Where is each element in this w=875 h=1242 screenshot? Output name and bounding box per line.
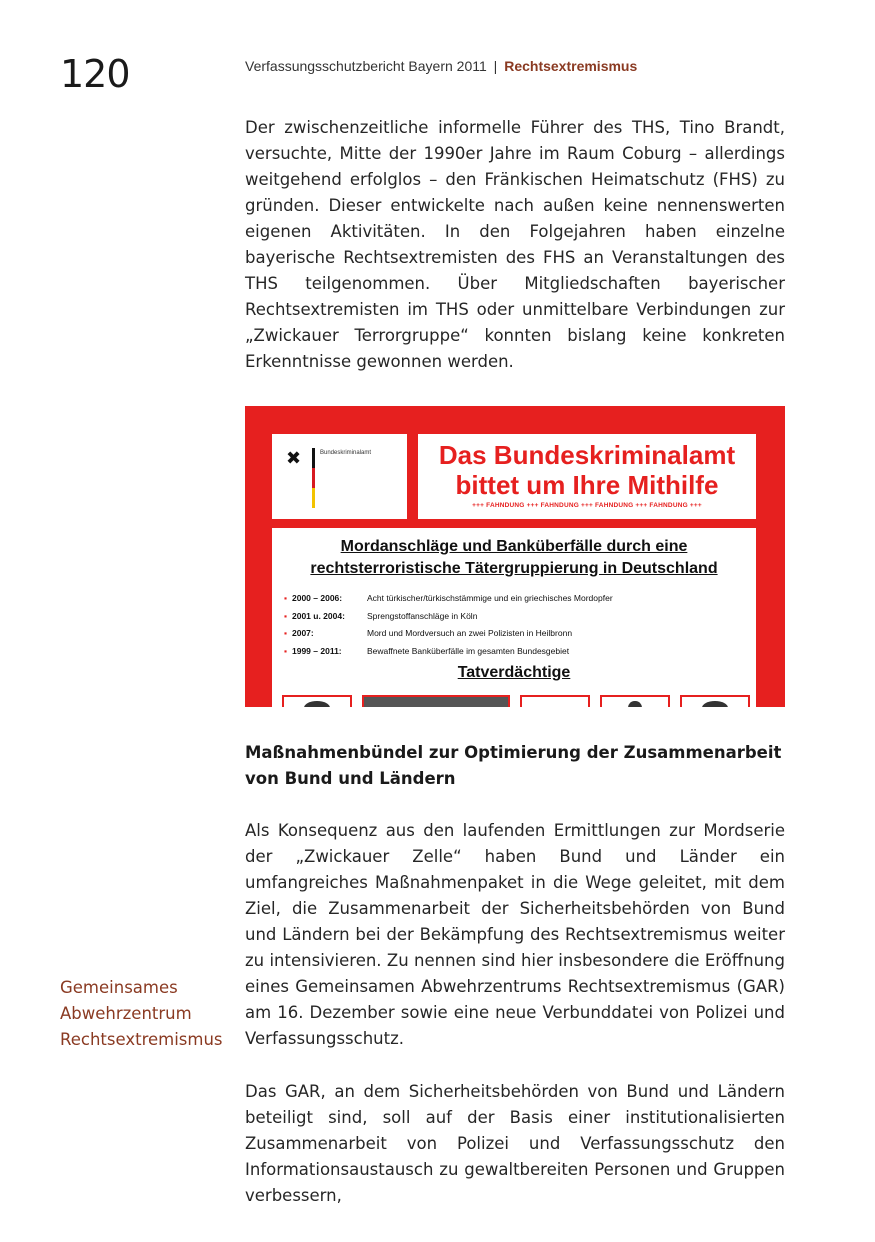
poster-title-line2: bittet um Ihre Mithilfe	[455, 470, 719, 500]
section-heading: Maßnahmenbündel zur Optimierung der Zusammenarbeit von Bund und Ländern	[245, 743, 782, 788]
list-item: ▪ 2000 – 2006: Acht türkischer/türkischstämmige und ein griechisches Mordopfer	[284, 590, 756, 608]
page-number: 120	[60, 52, 130, 96]
report-title: Verfassungsschutzbericht Bayern 2011	[245, 58, 487, 74]
wanted-poster-image	[245, 406, 785, 707]
list-item: ▪ 2001 u. 2004: Sprengstoffanschläge in Köln	[284, 608, 756, 626]
marginal-note	[60, 975, 235, 1053]
paragraph-gar	[245, 1079, 785, 1209]
marginal-line: Rechtsextremismus	[60, 1030, 223, 1049]
paragraph-2-text: Als Konsequenz aus den laufenden Ermittlungen zur Mordserie der „Zwickauer Zelle“ haben Bund und Länder ein umfangreiches Maßnahmenpaket in die Wege geleitet, mit dem Ziel, die Zusammenarbeit der Sicherheitsbehörden von Bund und Ländern bei der Bekämpfung des Rechtsextremismus weiter zu intensivieren. Zu nennen sind hier insbesondere die Eröffnung eines Gemeinsamen Abwehrzentrums Rechtsextremismus (GAR) am 16. Dezember sowie eine neue Verbunddatei von Polizei und Verfassungsschutz.	[245, 821, 785, 1048]
eagle-icon: ✖	[286, 448, 302, 468]
paragraph-measures	[245, 818, 785, 1052]
poster-heading-line1: Mordanschläge und Banküberfälle durch eine	[340, 538, 688, 555]
fahndung-banner: +++ FAHNDUNG +++ FAHNDUNG +++ FAHNDUNG +++ FAHNDUNG +++	[472, 502, 702, 509]
paragraph-3-text: Das GAR, an dem Sicherheitsbehörden von Bund und Ländern beteiligt sind, soll auf der Basis einer institutionalisierten Zusammenarbeit von Polizei und Verfassungsschutz den Informationsaustausch zu gewaltbereiten Personen und Gruppen verbessern,	[245, 1082, 785, 1205]
running-header	[245, 58, 637, 74]
suspect-photo	[520, 695, 590, 707]
section-name: Rechtsextremismus	[504, 58, 638, 74]
paragraph-ths	[245, 115, 785, 375]
header-separator: |	[493, 58, 498, 74]
poster-incident-list	[284, 590, 756, 660]
paragraph-1-text: Der zwischenzeitliche informelle Führer des THS, Tino Brandt, versuchte, Mitte der 1990er Jahre im Raum Coburg – allerdings weitgehend erfolglos – den Fränkischen Heimatschutz (FHS) zu gründen. Dieser entwickelte nach außen keine nennenswerten eigenen Aktivitäten. In den Folgejahren haben einzelne bayerische Rechtsextremisten des FHS an Veranstaltungen des THS teilgenommen. Über Mitgliedschaften bayerischer Rechtsextremisten im THS oder unmittelbare Verbindungen zur „Zwickauer Terrorgruppe“ konnten bislang keine konkreten Erkenntnisse gewonnen werden.	[245, 118, 785, 371]
suspect-photo	[600, 695, 670, 707]
suspect-photo	[680, 695, 750, 707]
suspects-heading: Tatverdächtige	[457, 664, 571, 681]
list-item: ▪ 1999 – 2011: Bewaffnete Banküberfälle im gesamten Bundesgebiet	[284, 643, 756, 661]
flag-icon	[312, 448, 315, 508]
list-item: ▪ 2007: Mord und Mordversuch an zwei Polizisten in Heilbronn	[284, 625, 756, 643]
suspect-photo	[362, 695, 510, 707]
poster-heading-line2: rechtsterroristische Tätergruppierung in Deutschland	[310, 560, 718, 577]
marginal-line: Gemeinsames	[60, 978, 178, 997]
poster-title-line1: Das Bundeskriminalamt	[438, 440, 736, 470]
marginal-line: Abwehrzentrum	[60, 1004, 192, 1023]
poster-content-box	[272, 528, 756, 707]
poster-title-box	[418, 434, 756, 519]
bka-logo	[272, 434, 407, 519]
logo-text: Bundeskriminalamt	[320, 450, 372, 456]
suspect-photo	[282, 695, 352, 707]
